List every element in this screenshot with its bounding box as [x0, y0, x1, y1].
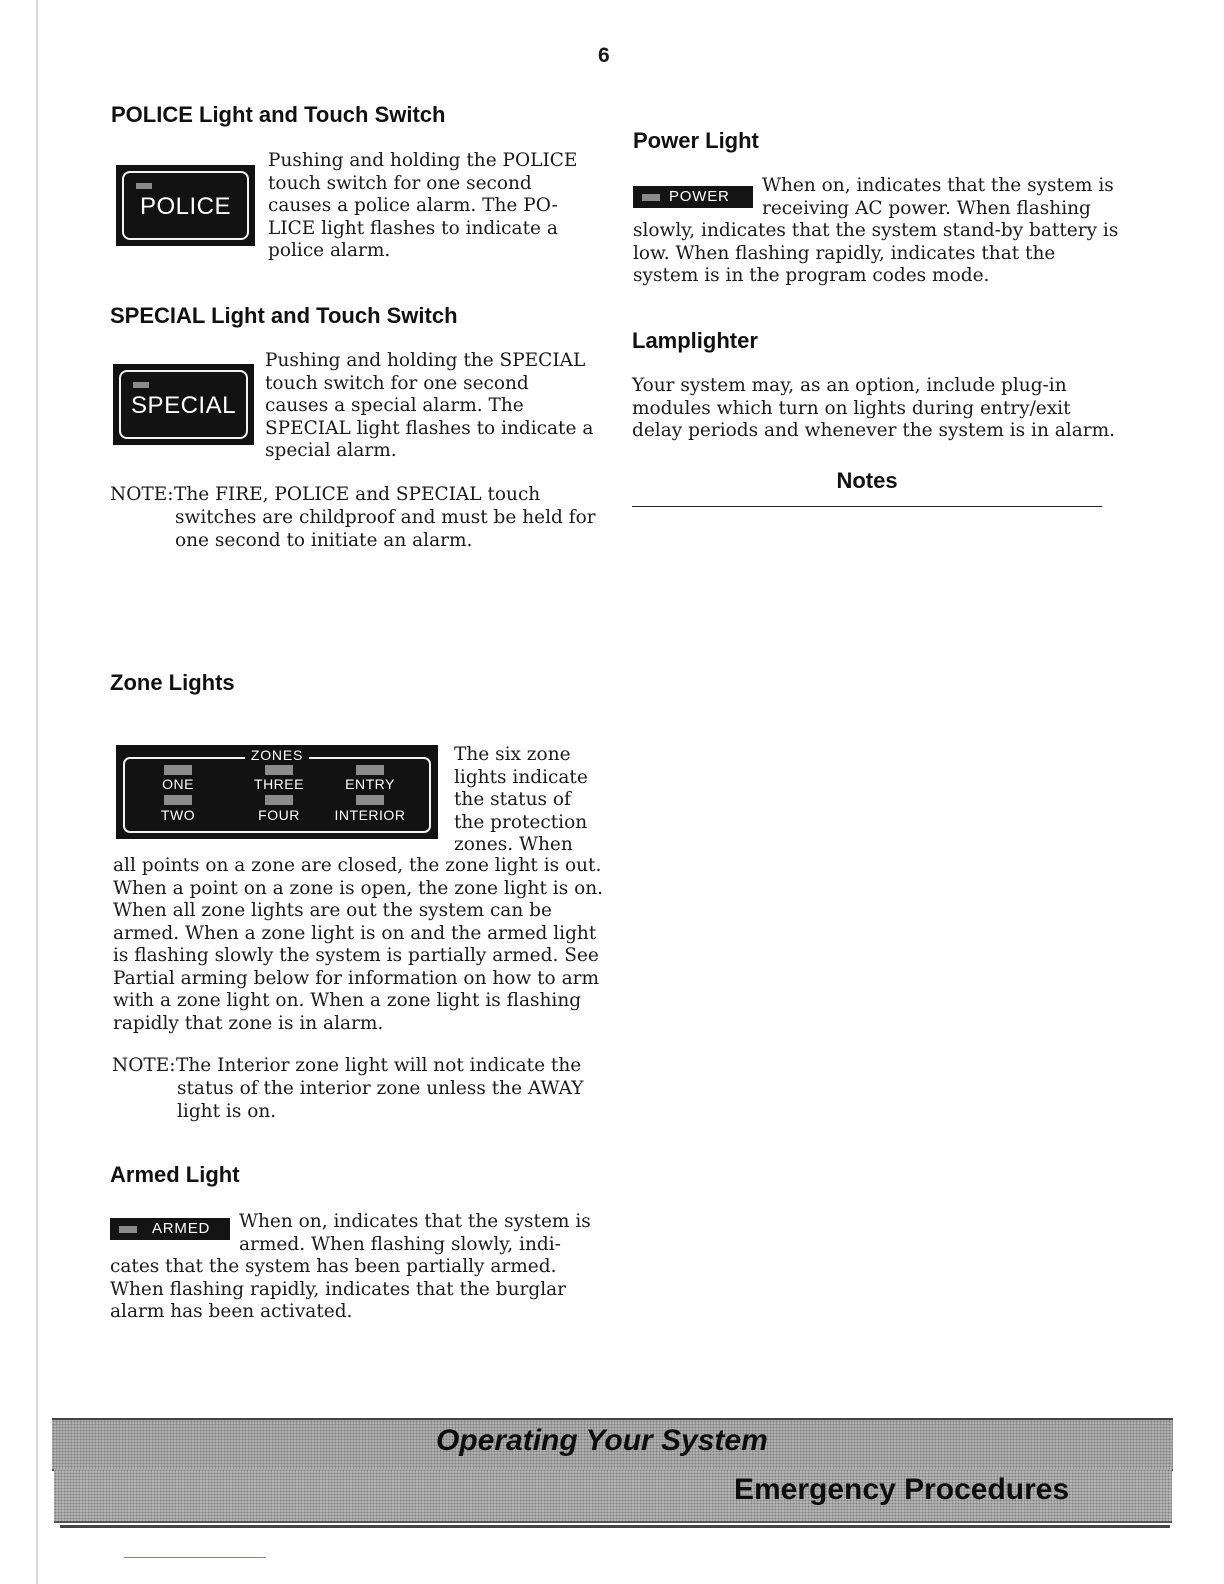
armed-led-icon: [119, 1226, 137, 1233]
power-heading: Power Light: [633, 128, 759, 153]
power-line: low. When flashing rapidly, indicates that the: [633, 242, 1056, 264]
police-led-icon: [136, 183, 152, 189]
zones-line: When all zone lights are out the system can be: [113, 900, 552, 921]
police-line: touch switch for one second: [268, 172, 532, 194]
power-line: system is in the program codes mode.: [633, 265, 990, 286]
police-heading: POLICE Light and Touch Switch: [111, 102, 446, 127]
note2-line: status of the interior zone unless the AWAY: [177, 1078, 584, 1099]
zones-line: When a point on a zone is open, the zone light is on.: [113, 877, 604, 899]
zone-one-led-icon: [164, 765, 192, 775]
zone-label-interior: INTERIOR: [334, 807, 406, 823]
armed-badge: [110, 1218, 230, 1240]
note1-line: one second to initiate an alarm.: [175, 529, 473, 551]
lamplighter-line: modules which turn on lights during entry/exit: [632, 397, 1071, 419]
zone-label-entry: ENTRY: [345, 776, 395, 792]
special-line: special alarm.: [265, 440, 397, 461]
power-led-icon: [642, 194, 660, 201]
note2-rest: [177, 1078, 583, 1123]
special-line: Pushing and holding the SPECIAL: [265, 350, 586, 371]
zones-line: Partial arming below for information on how to arm: [113, 967, 599, 989]
page-number: 6: [598, 44, 610, 67]
police-line: causes a police alarm. The PO-: [268, 195, 558, 216]
armed-line: When flashing rapidly, indicates that the burglar: [110, 1278, 566, 1300]
zones-line: lights indicate: [454, 766, 588, 788]
zones-line: is flashing slowly the system is partially armed. See: [113, 945, 599, 966]
zones-line: armed. When a zone light is on and the armed light: [113, 922, 597, 944]
power-badge: [633, 186, 753, 208]
special-led-icon: [133, 382, 149, 388]
note2-prefix: NOTE:: [112, 1055, 176, 1076]
note2-line-first: The Interior zone light will not indicate the: [176, 1055, 582, 1076]
lamplighter-text: [632, 375, 1115, 443]
armed-line: armed. When flashing slowly, indi-: [239, 1233, 561, 1255]
special-line: SPECIAL light flashes to indicate a: [265, 417, 594, 439]
power-line: receiving AC power. When flashing: [762, 197, 1091, 219]
zones-text-side: [454, 744, 588, 857]
police-line: police alarm.: [268, 240, 391, 261]
special-line: touch switch for one second: [265, 372, 529, 394]
zones-line: with a zone light on. When a zone light is flashing: [113, 990, 582, 1011]
zone-two-led-icon: [164, 795, 192, 805]
footer-tab-operating: [52, 1418, 1173, 1471]
note1-line-first: The FIRE, POLICE and SPECIAL touch: [174, 484, 541, 505]
armed-text-top: [239, 1211, 591, 1256]
special-badge: [113, 364, 254, 445]
armed-line: cates that the system has been partially armed.: [110, 1256, 557, 1277]
note2-line: light is on.: [177, 1100, 277, 1122]
armed-text-bottom: [110, 1256, 566, 1324]
armed-badge-label: ARMED: [152, 1220, 211, 1237]
footer-tab-emergency-title: Emergency Procedures: [734, 1473, 1070, 1506]
police-badge: [116, 165, 255, 246]
notes-heading: Notes: [836, 468, 898, 493]
zones-line: The six zone: [454, 744, 571, 765]
footer-underline: [60, 1525, 1170, 1528]
zone-entry-led-icon: [356, 765, 384, 775]
police-badge-label: POLICE: [139, 193, 232, 220]
lamplighter-heading: Lamplighter: [632, 328, 758, 353]
zones-line: the status of: [454, 789, 571, 810]
zones-line: zones. When: [454, 834, 573, 855]
special-heading: SPECIAL Light and Touch Switch: [110, 303, 458, 328]
power-text-top: [762, 175, 1114, 220]
special-line: causes a special alarm. The: [265, 395, 524, 416]
note1-rest: [175, 507, 596, 552]
power-line: slowly, indicates that the system stand-by battery is: [633, 220, 1119, 241]
armed-line: alarm has been activated.: [110, 1301, 353, 1322]
zones-line: all points on a zone are closed, the zone light is out.: [113, 855, 602, 876]
zone-interior-led-icon: [356, 795, 384, 805]
footer-small-rule: [124, 1557, 266, 1558]
power-line: When on, indicates that the system is: [762, 175, 1114, 196]
zone-label-one: ONE: [162, 776, 194, 792]
left-margin-line: [36, 0, 38, 1584]
armed-line: When on, indicates that the system is: [239, 1211, 591, 1232]
zones-line: the protection: [454, 811, 588, 833]
zones-heading: Zone Lights: [110, 670, 235, 695]
armed-heading: Armed Light: [110, 1162, 240, 1187]
zones-line: rapidly that zone is in alarm.: [113, 1012, 384, 1034]
zones-panel: [116, 745, 438, 839]
special-text: [265, 350, 593, 463]
note1-line: switches are childproof and must be held for: [175, 507, 596, 528]
lamplighter-line: Your system may, as an option, include plug-in: [632, 375, 1067, 396]
power-text-bottom: [633, 220, 1118, 288]
notes-rule: [632, 506, 1102, 507]
special-badge-label: SPECIAL: [131, 392, 236, 419]
note1-prefix: NOTE:: [110, 484, 174, 505]
zone-label-two: TWO: [160, 807, 196, 823]
lamplighter-line: delay periods and whenever the system is in alarm.: [632, 420, 1115, 441]
zone-label-three: THREE: [254, 776, 304, 792]
zones-panel-title: ZONES: [245, 747, 309, 763]
police-line: Pushing and holding the POLICE: [268, 150, 578, 171]
footer-tab-emergency: [54, 1469, 1172, 1523]
zone-three-led-icon: [265, 765, 293, 775]
footer-tab-operating-title: Operating Your System: [436, 1424, 768, 1457]
power-badge-label: POWER: [669, 188, 730, 205]
police-text: [268, 150, 577, 263]
zones-text-body: [113, 855, 603, 1035]
zone-label-four: FOUR: [258, 807, 300, 823]
police-line: LICE light flashes to indicate a: [268, 217, 558, 239]
zone-four-led-icon: [265, 795, 293, 805]
